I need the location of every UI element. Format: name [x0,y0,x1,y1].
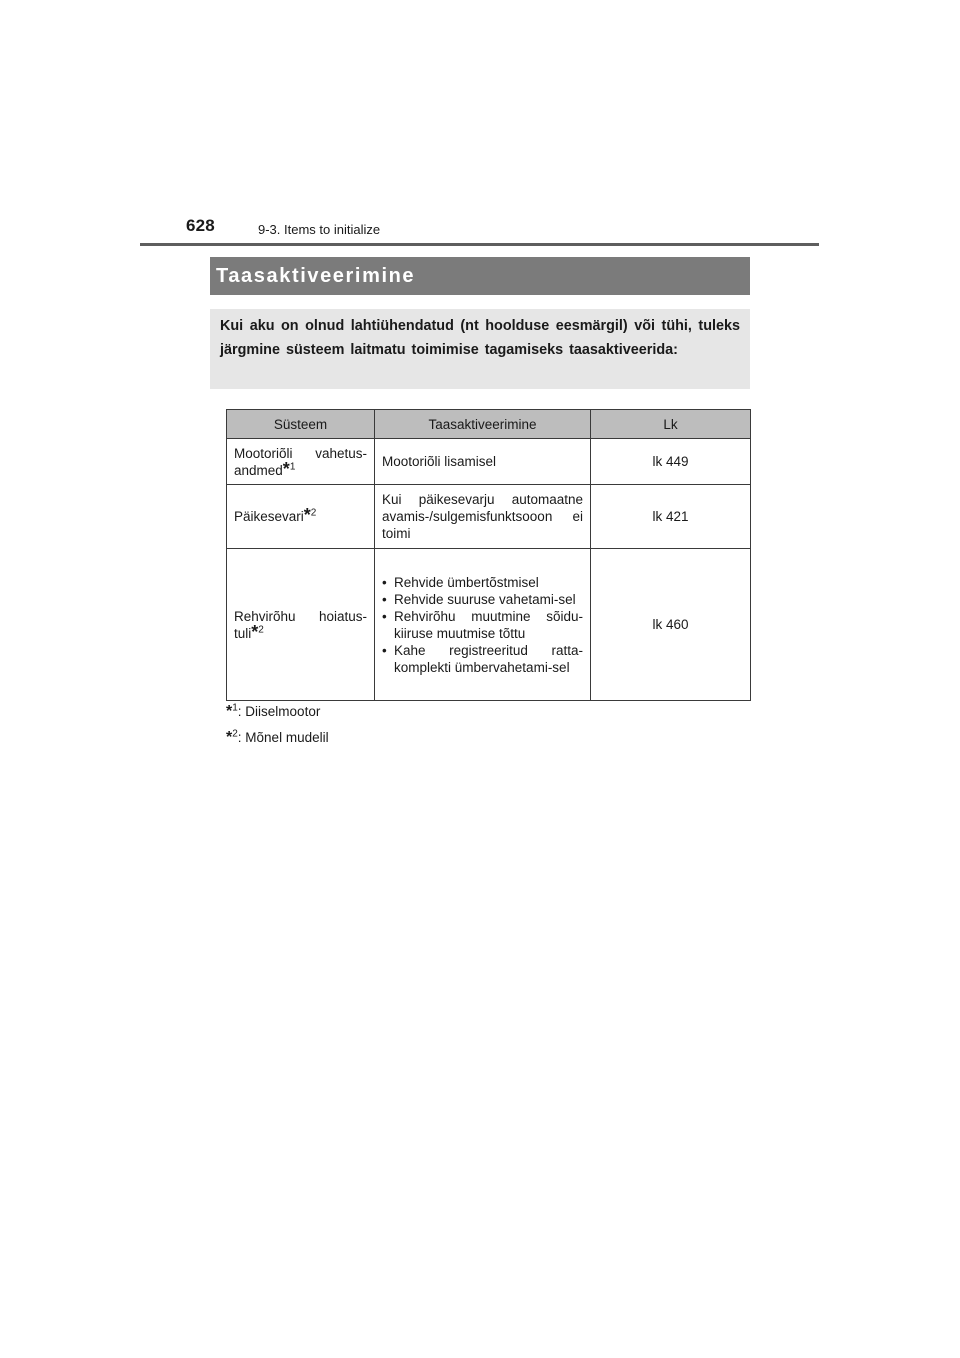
column-header-page: Lk [591,410,751,439]
footnote-number: 2 [232,728,238,740]
footnote-number: 1 [232,702,238,714]
system-cell [227,485,375,549]
system-cell [227,439,375,485]
footnote-ref: 2 [258,624,264,635]
footnote-asterisk: * [303,505,311,525]
footnote-1 [226,703,329,721]
footnote-asterisk: * [282,458,290,479]
list-item: • Rehvide ümbertõstmisel [382,574,583,591]
system-cell [227,549,375,701]
intro-text: Kui aku on olnud lahtiühendatud (nt hoolduse eesmärgil) või tühi, tuleks järgmine süsteem laitmatu toimimise tagamiseks taasaktiveerida: [220,318,740,358]
list-item: • Rehvirõhu muutmine sõidu-kiiruse muutmise tõttu [382,608,583,642]
systems-table [226,409,751,701]
table-header-row [227,410,751,439]
system-name: Rehvirõhu hoiatus-tuli [234,608,367,641]
table-row [227,439,751,485]
action-cell: Mootoriõli lisamisel [375,439,591,485]
footnote-asterisk: * [226,729,233,746]
page-ref-cell: lk 460 [591,549,751,701]
footnote-ref: 1 [289,461,296,472]
page-ref-cell: lk 449 [591,439,751,485]
page-number: 628 [186,216,215,235]
system-name: Mootoriõli vahetus-andmed [234,445,367,478]
footnote-text: : Mõnel mudelil [237,730,329,745]
section-label: 9-3. Items to initialize [258,222,381,237]
intro-box [210,309,750,389]
column-header-action: Taasaktiveerimine [375,410,591,439]
header-rule [140,243,819,246]
page-ref-cell: lk 421 [591,485,751,549]
footnotes [226,703,329,755]
action-cell [375,549,591,701]
table-row [227,549,751,701]
system-name: Päikesevari [234,509,304,524]
action-cell: Kui päikesevarju automaatne avamis-/sulgemisfunktsooon ei toimi [375,485,591,549]
column-header-system: Süsteem [227,410,375,439]
page-header [0,0,960,250]
footnote-asterisk: * [226,703,233,720]
list-item: • Kahe registreeritud ratta-komplekti ümbervahetami-sel [382,642,583,676]
footnote-text: : Diiselmootor [237,704,321,719]
section-title: Taasaktiveerimine [216,264,416,287]
footnote-asterisk: * [251,621,259,642]
footnote-ref: 2 [310,507,317,519]
section-title-bar [210,257,750,295]
footnote-2 [226,729,329,747]
action-list [382,574,583,676]
list-item: • Rehvide suuruse vahetami-sel [382,591,583,608]
table-row [227,485,751,549]
